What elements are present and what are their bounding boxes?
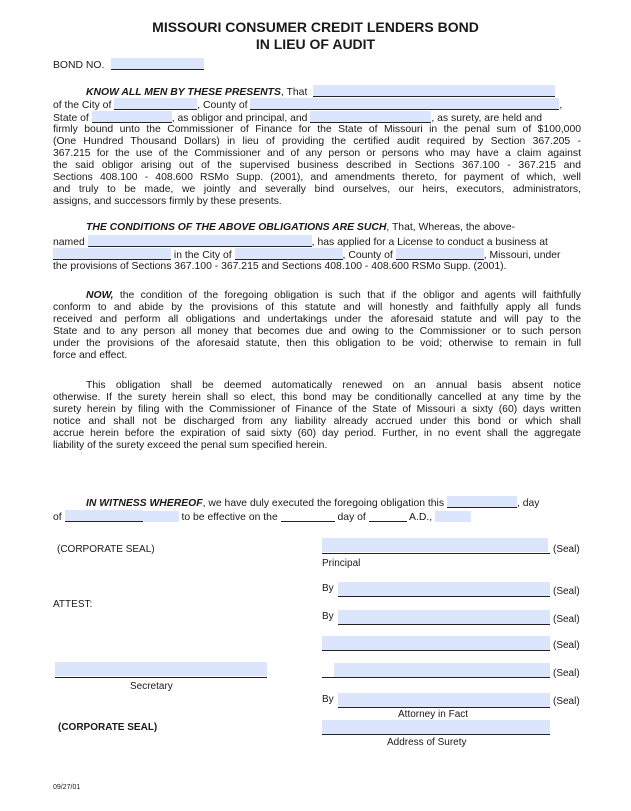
p2-named-label: named: [53, 237, 85, 248]
execution-year-field[interactable]: [143, 511, 179, 522]
p3-body-line: conform to and abide by the provisions of this statute and will honestly and faithfully apply all funds: [53, 302, 581, 313]
attorney-label: Attorney in Fact: [398, 709, 469, 720]
p3-first-tail: the condition of the foregoing obligation is such that if the obligor and agents will faithfully: [113, 290, 581, 301]
corporate-seal-label: (CORPORATE SEAL): [57, 544, 155, 555]
seal-label: (Seal): [553, 668, 580, 679]
surety-signature-line: [322, 650, 550, 651]
witness-ad-label: A.D.,: [409, 512, 433, 523]
witness-tail: , we have duly executed the foregoing obligation this: [202, 498, 445, 509]
p1-body-line: firmly bound unto the Commissioner of Finance for the State of Missouri in the penal sum of $100,000: [53, 124, 581, 135]
witness-line1: [86, 496, 540, 510]
p3-first-line: [86, 290, 581, 302]
p4-body-line: notice and shall not be discharged from any liability already accrued under this bond or which shall: [53, 416, 581, 427]
p1-body-last: assigns, and successors firmly by these presents.: [53, 196, 282, 207]
business-address-field[interactable]: [53, 248, 171, 260]
witness-day-label: , day: [516, 498, 540, 509]
p1-lead: KNOW ALL MEN BY THESE PRESENTS: [86, 87, 281, 98]
business-city-field[interactable]: [235, 248, 343, 260]
licensee-name-field[interactable]: [88, 235, 312, 247]
p2-first-line: [86, 222, 515, 234]
execution-day-field[interactable]: [447, 496, 517, 508]
secretary-signature-field[interactable]: [55, 662, 267, 676]
surety-name-field[interactable]: [310, 111, 431, 123]
principal-signature-line: [322, 553, 550, 554]
by-label: By: [322, 694, 334, 705]
obligor-county-field[interactable]: [250, 98, 559, 110]
form-revision-code: 09/27/01: [53, 784, 81, 791]
p3-body-line: State and to any person all money that becomes due and owing to the Commissioner or to such person: [53, 326, 581, 337]
witness-day-of-label: day of: [337, 512, 366, 523]
corporate-seal-label-bold: (CORPORATE SEAL): [58, 722, 158, 733]
obligor-name-field[interactable]: [313, 85, 555, 97]
principal-label: Principal: [322, 558, 361, 569]
p3-lead: NOW,: [86, 290, 114, 301]
p1-state-label: State of: [53, 113, 89, 124]
surety-signature-field-2[interactable]: [334, 663, 550, 677]
p1-body-line: Sections 408.100 - 408.600 RSMo Supp. (2001), and amendments thereto, for payment of which, well: [53, 172, 581, 183]
by-label: By: [322, 611, 334, 622]
seal-label: (Seal): [553, 640, 580, 651]
secretary-signature-line: [55, 677, 267, 678]
p4-body-line: surety herein by filing with the Commissioner of Finance of the State of Missouri a sixty (60) days written: [53, 404, 581, 415]
p1-lead-tail: , That: [280, 87, 308, 98]
p3-body-last: force and effect.: [53, 350, 128, 361]
p1-body-line: the said obligor arising out of the supervised business described in Sections 367.100 - 367.215 and: [53, 160, 581, 171]
attest-label: ATTEST:: [53, 599, 93, 610]
execution-month-field[interactable]: [65, 510, 143, 522]
principal-by-field[interactable]: [338, 582, 550, 596]
obligor-state-field[interactable]: [92, 111, 172, 123]
p1-body-line: 367.215 for the use of the Commissioner and of any person or persons who may have a claim against: [53, 148, 581, 159]
p3-body-line: received and perform all obligations and undertakings under the aforesaid statute and will pay to the: [53, 314, 581, 325]
effective-year-field[interactable]: [435, 511, 471, 522]
secretary-label: Secretary: [130, 681, 173, 692]
p2-lead: THE CONDITIONS OF THE ABOVE OBLIGATIONS ARE SUCH: [86, 222, 387, 233]
by-label: By: [322, 583, 334, 594]
principal-signature-field[interactable]: [322, 538, 548, 552]
principal-by-line: [338, 596, 550, 597]
bond-no-field[interactable]: [111, 58, 204, 70]
effective-month-field[interactable]: [369, 510, 407, 522]
p1-body-line: (One Hundred Thousand Dollars) in lieu of providing the certified audit required by Section 367.205 -: [53, 136, 581, 147]
form-title-line1: MISSOURI CONSUMER CREDIT LENDERS BOND: [152, 19, 479, 35]
p1-obligor-text: , as obligor and principal, and: [171, 113, 308, 124]
bond-no-row: [53, 58, 204, 72]
attorney-signature-field[interactable]: [338, 693, 550, 707]
surety-address-field[interactable]: [322, 720, 550, 734]
p2-applied-text: , has applied for a License to conduct a business at: [311, 237, 548, 248]
seal-label: (Seal): [553, 544, 580, 555]
witness-line2: [53, 510, 471, 524]
surety-address-line: [322, 734, 550, 735]
p1-county-label: , County of: [197, 100, 248, 111]
p1-surety-text: , as surety, are held and: [431, 113, 543, 124]
witness-effective-label: to be effective on the: [181, 512, 278, 523]
p4-body-line: This obligation shall be deemed automatically renewed on an annual basis absent notice: [86, 380, 581, 391]
seal-label: (Seal): [553, 614, 580, 625]
seal-label: (Seal): [553, 696, 580, 707]
effective-day-field[interactable]: [281, 510, 335, 522]
address-of-surety-label: Address of Surety: [387, 737, 467, 748]
witness-of-label: of: [53, 512, 62, 523]
seal-label: (Seal): [553, 586, 580, 597]
p4-body-line: otherwise. If the surety herein shall so elect, this bond may be conditionally cancelled at any time by the: [53, 392, 581, 403]
witness-lead: IN WITNESS WHEREOF: [86, 498, 203, 509]
p3-body-line: under the provisions of the aforesaid statute, then this obligation to be void; otherwise to remain in full: [53, 338, 581, 349]
bond-no-label: BOND NO.: [53, 60, 105, 71]
p4-body-line: accrue herein before the expiration of said sixty (60) day period. Further, in no event shall the aggregate: [53, 428, 581, 439]
principal-by-field-2[interactable]: [338, 610, 550, 624]
attorney-signature-line: [338, 707, 550, 708]
p2-county-label: , County of: [342, 250, 393, 261]
p2-city-label: in the City of: [173, 250, 232, 261]
p2-last-line: the provisions of Sections 367.100 - 367.215 and Sections 408.100 - 408.600 RSMo Supp. (2001).: [53, 261, 507, 272]
surety-signature-field[interactable]: [322, 636, 550, 650]
obligor-city-field[interactable]: [114, 98, 197, 110]
principal-by-line-2: [338, 624, 550, 625]
form-title-line2: IN LIEU OF AUDIT: [255, 36, 376, 52]
p1-body-line: and truly to be made, we jointly and severally bind ourselves, our heirs, executors, administrators,: [53, 184, 581, 195]
p2-missouri-text: , Missouri, under: [483, 250, 561, 261]
business-county-field[interactable]: [396, 248, 484, 260]
p4-body-last: liability of the surety exceed the penal sum specified herein.: [53, 440, 328, 451]
p2-lead-tail: , That, Whereas, the above-: [386, 222, 515, 233]
surety-signature-line-2: [322, 677, 550, 678]
p1-line2: of the City of , County of ,: [53, 100, 563, 111]
p1-city-label: of the City of: [53, 100, 112, 111]
